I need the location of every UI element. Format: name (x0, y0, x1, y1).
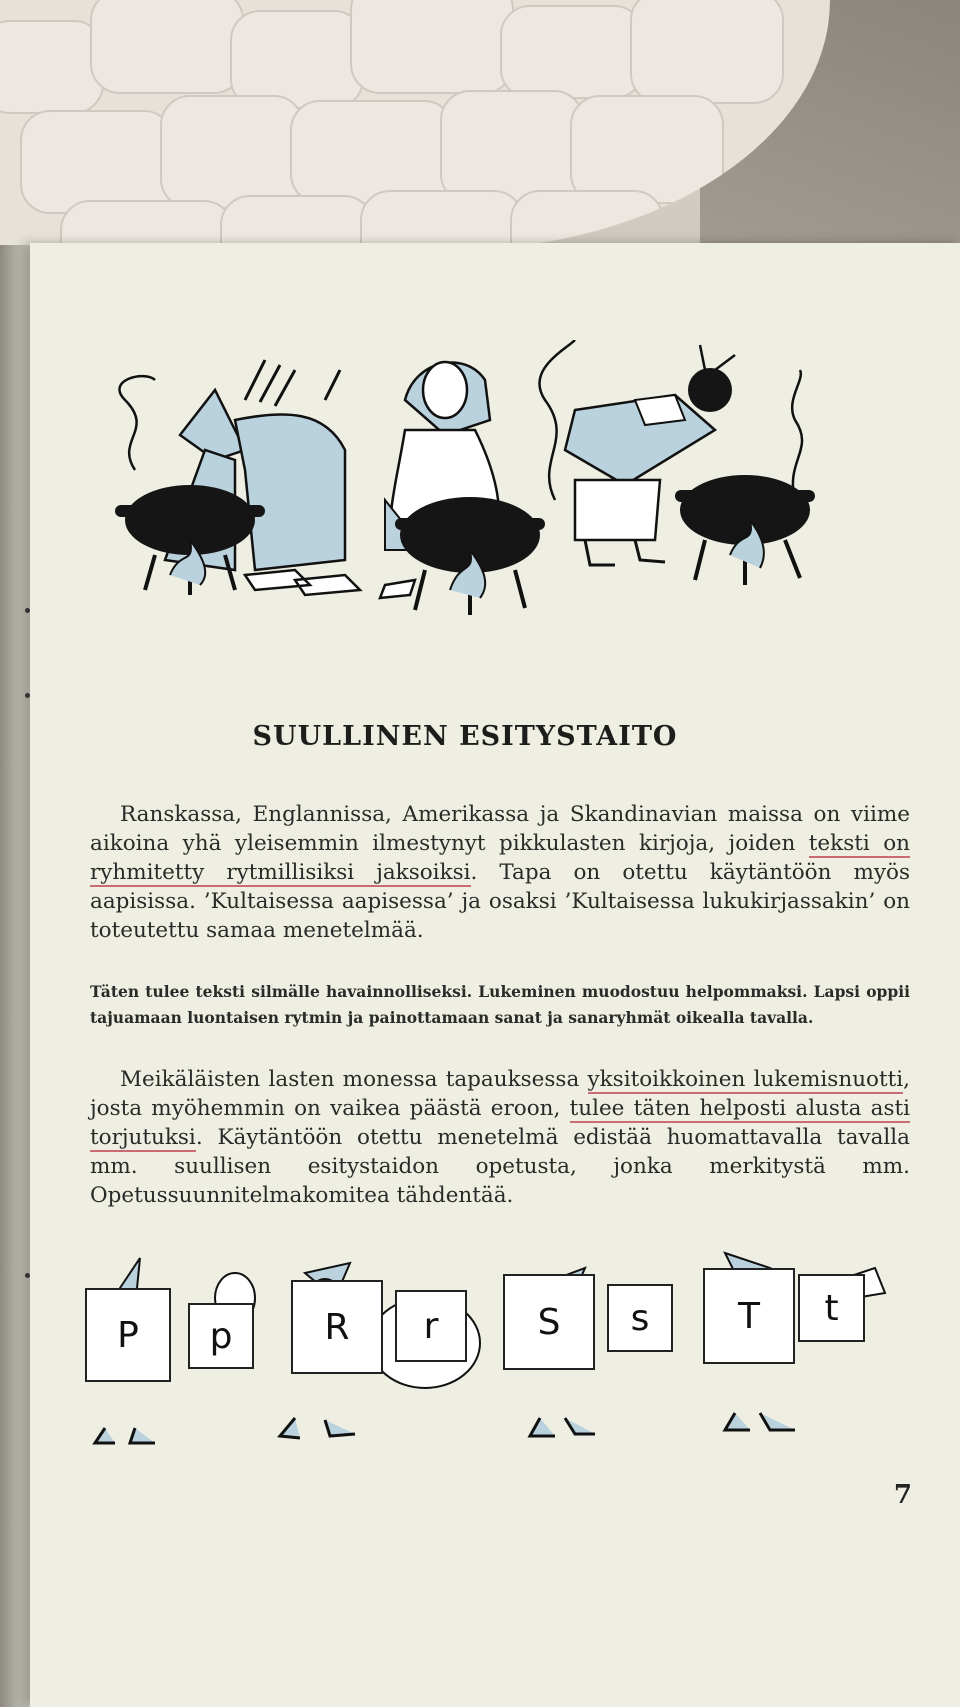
letter-card: S (503, 1274, 595, 1370)
underlined-phrase: tulee täten helposti alusta asti torjutuksi (90, 1096, 910, 1150)
paragraph-1: Ranskassa, Englannissa, Amerikassa ja Skandinavian maissa on viime aikoina yhä yleisemmin ilmestynyt pikkulasten kirjoja, joiden teksti on ryhmitetty rytmillisiksi jaksoiksi. Tapa on otettu käytäntöön myös aapisissa. ’Kultaisessa aapisessa’ ja osaksi ’Kultaisessa lukukirjassakin’ on toteutettu samaa menetelmää. (90, 802, 911, 943)
letter-card: t (798, 1274, 865, 1342)
letter-card: R (291, 1280, 383, 1374)
witches-cauldrons-illustration (95, 340, 895, 670)
alphabet-cards-illustration (85, 1248, 945, 1448)
letter-card: p (188, 1303, 254, 1369)
underlined-phrase: teksti on ryhmitetty rytmillisiksi jaksoiksi (90, 831, 910, 885)
page-number: 7 (893, 1480, 912, 1510)
letter-card: P (85, 1288, 171, 1382)
underlined-phrase: yksitoikkoinen lukemisnuotti (587, 1067, 904, 1092)
page-title: SUULLINEN ESITYSTAITO (252, 721, 678, 752)
paragraph-3: Meikäläisten lasten monessa tapauksessa yksitoikkoinen lukemisnuotti, josta myöhemmin on vaikea päästä eroon, tulee täten helposti alusta asti torjutuksi. Käytäntöön otettu menetelmä edistää huomattavalla tavalla mm. suullisen esitystaidon opetusta, jonka merkitystä mm. Opetussuunnitelmakomitea tähdentää. (90, 1067, 910, 1208)
binding-hole (25, 608, 30, 613)
binding-hole (25, 693, 30, 698)
letter-card: s (607, 1284, 673, 1352)
binding-hole (25, 1273, 30, 1278)
letter-card: r (395, 1290, 467, 1362)
paragraph-2: Täten tulee teksti silmälle havainnolliseksi. Lukeminen muodostuu helpommaksi. Lapsi oppii tajuamaan luontaisen rytmin ja painottamaan sanat ja sanaryhmät oikealla tavalla. (90, 982, 910, 1027)
page-edge (0, 245, 30, 1707)
letter-card: T (703, 1268, 795, 1364)
